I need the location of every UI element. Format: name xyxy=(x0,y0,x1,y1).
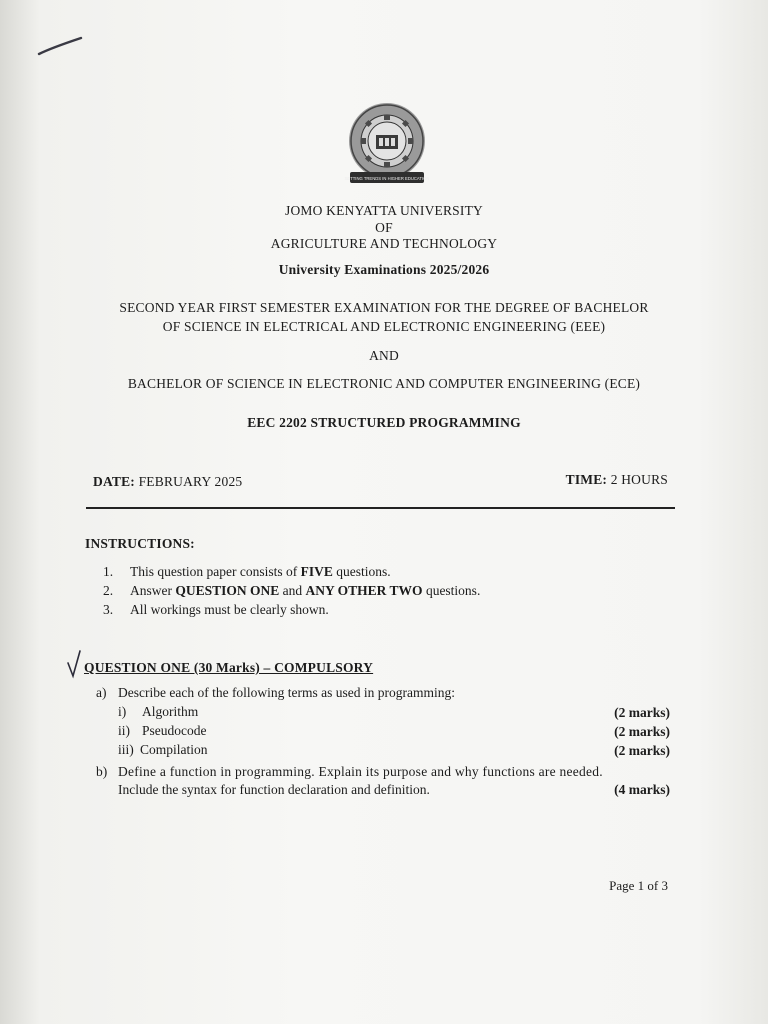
page-number: Page 1 of 3 xyxy=(609,878,668,893)
exam-title-line3: BACHELOR OF SCIENCE IN ELECTRONIC AND COMPUTER ENGINEERING (ECE) xyxy=(127,376,641,391)
time-value: 2 HOURS xyxy=(610,472,668,487)
question-a-label: a) xyxy=(96,685,107,700)
time-label: TIME: xyxy=(565,472,608,487)
exam-title-line2: OF SCIENCE IN ELECTRICAL AND ELECTRONIC ENGINEERING (EEE) xyxy=(162,319,606,334)
marks-label: (2 marks) xyxy=(614,724,670,739)
university-name-line3: AGRICULTURE AND TECHNOLOGY xyxy=(270,236,498,251)
question-b-line1: Define a function in programming. Explain its purpose and why functions are needed. xyxy=(118,764,603,779)
university-name-line1: JOMO KENYATTA UNIVERSITY xyxy=(285,203,483,218)
pen-mark xyxy=(36,36,84,58)
question-a-text: Describe each of the following terms as used in programming: xyxy=(118,685,456,700)
course-title: EEC 2202 STRUCTURED PROGRAMMING xyxy=(247,415,521,430)
instructions-heading: INSTRUCTIONS: xyxy=(85,536,195,551)
sub-question: i) Algorithm xyxy=(118,704,199,719)
exam-session: University Examinations 2025/2026 xyxy=(278,262,490,277)
instruction-item: 1. This question paper consists of FIVE questions. xyxy=(103,564,391,579)
question-b-label: b) xyxy=(96,764,108,779)
university-logo xyxy=(344,102,430,188)
logo-motto: SETTING TRENDS IN HIGHER EDUCATION xyxy=(344,176,430,181)
sub-question: iii) Compilation xyxy=(118,742,208,757)
date-value: FEBRUARY 2025 xyxy=(138,474,243,489)
question-one-heading: QUESTION ONE (30 Marks) – COMPULSORY xyxy=(84,660,374,675)
sub-question: ii) Pseudocode xyxy=(118,723,207,738)
instruction-item: 3. All workings must be clearly shown. xyxy=(103,602,329,617)
exam-time xyxy=(566,472,668,488)
marks-label: (4 marks) xyxy=(614,782,670,797)
instruction-item: 2. Answer QUESTION ONE and ANY OTHER TWO questions. xyxy=(103,583,481,598)
header-divider xyxy=(86,507,675,509)
university-name-line2: OF xyxy=(375,220,393,235)
marks-label: (2 marks) xyxy=(614,743,670,758)
exam-date xyxy=(93,474,242,490)
exam-title-line1: SECOND YEAR FIRST SEMESTER EXAMINATION FOR THE DEGREE OF BACHELOR xyxy=(119,300,649,315)
and-separator: AND xyxy=(369,348,399,363)
question-b xyxy=(96,762,672,781)
question-a xyxy=(96,683,455,702)
check-mark-icon xyxy=(66,649,82,679)
marks-label: (2 marks) xyxy=(614,705,670,720)
date-label: DATE: xyxy=(93,474,136,489)
instructions-list xyxy=(103,562,480,619)
question-b-line2: Include the syntax for function declaration and definition. xyxy=(118,782,430,797)
